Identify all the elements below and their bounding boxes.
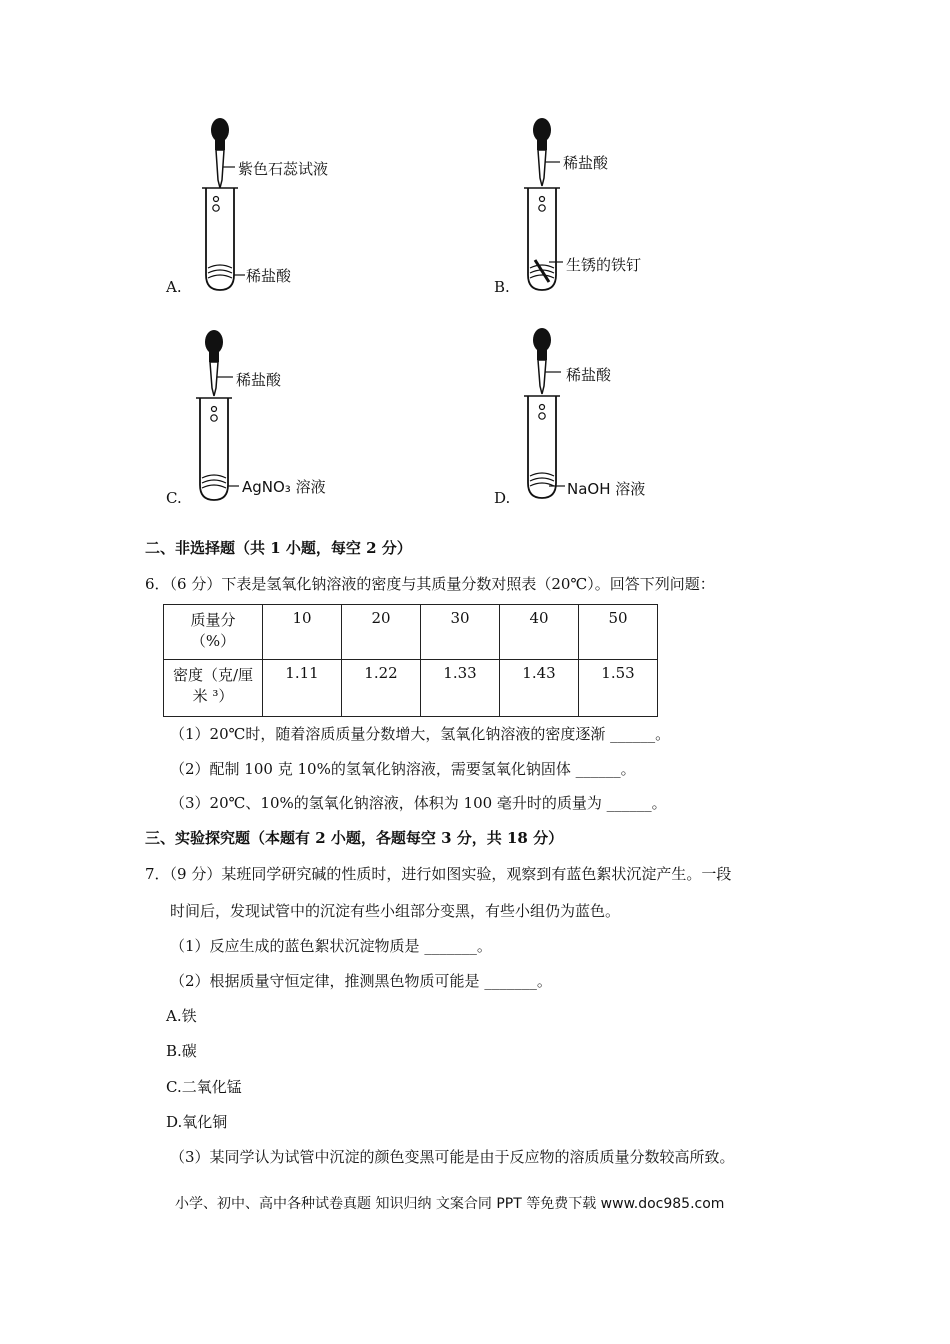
section-3-title: 三、实验探究题（本题有 2 小题，各题每空 3 分，共 18 分） bbox=[145, 829, 564, 847]
table-cell: 1.43 bbox=[500, 660, 579, 717]
table-cell: 40 bbox=[500, 605, 579, 660]
question-7-sub-3: （3）某同学认为试管中沉淀的颜色变黑可能是由于反应物的溶质质量分数较高所致。 bbox=[170, 1148, 735, 1166]
test-tube bbox=[524, 396, 560, 498]
figure-c-dropper-label: 稀盐酸 bbox=[236, 371, 282, 389]
table-row bbox=[164, 605, 658, 660]
question-7-sub-2: （2）根据质量守恒定律，推测黑色物质可能是 _______。 bbox=[170, 972, 552, 990]
table-cell: 1.33 bbox=[421, 660, 500, 717]
table-cell: 1.11 bbox=[263, 660, 342, 717]
figure-b-dropper-label: 稀盐酸 bbox=[563, 154, 609, 172]
question-6-sub-3: （3）20℃、10%的氢氧化钠溶液，体积为 100 毫升时的质量为 ______。 bbox=[170, 794, 667, 812]
figure-b-tube-label: 生锈的铁钉 bbox=[566, 256, 642, 274]
option-b-letter: B. bbox=[494, 278, 510, 296]
dropper bbox=[533, 118, 551, 186]
test-tube bbox=[196, 398, 232, 500]
dropper bbox=[533, 328, 551, 394]
question-6-stem: 6．（6 分）下表是氢氧化钠溶液的密度与其质量分数对照表（20℃）。回答下列问题： bbox=[145, 575, 715, 593]
table-cell: 10 bbox=[263, 605, 342, 660]
question-7-stem-line-2: 时间后，发现试管中的沉淀有些小组部分变黑，有些小组仍为蓝色。 bbox=[170, 902, 621, 920]
option-d-letter: D. bbox=[494, 489, 511, 507]
table-cell: 1.53 bbox=[579, 660, 658, 717]
header-text: 质量分 bbox=[190, 611, 236, 629]
table-cell: 50 bbox=[579, 605, 658, 660]
header-text: （%） bbox=[190, 632, 236, 650]
figure-a-dropper-label: 紫色石蕊试液 bbox=[238, 160, 329, 178]
question-6-sub-1: （1）20℃时，随着溶质质量分数增大，氢氧化钠溶液的密度逐渐 ______。 bbox=[170, 725, 671, 743]
question-7-option-d: D.氧化铜 bbox=[166, 1113, 228, 1131]
figure-d-dropper-label: 稀盐酸 bbox=[566, 366, 612, 384]
table-cell: 20 bbox=[342, 605, 421, 660]
table-row bbox=[164, 660, 658, 717]
row-header-density bbox=[164, 660, 263, 717]
section-2-title: 二、非选择题（共 1 小题，每空 2 分） bbox=[145, 539, 412, 557]
header-text: 密度（克/厘 bbox=[172, 666, 254, 684]
question-7-option-a: A.铁 bbox=[166, 1007, 197, 1025]
figure-c-tube-label: AgNO₃ 溶液 bbox=[242, 478, 326, 496]
table-cell: 30 bbox=[421, 605, 500, 660]
density-table bbox=[163, 604, 658, 717]
dropper bbox=[211, 118, 229, 188]
table-cell: 1.22 bbox=[342, 660, 421, 717]
question-7-stem-line-1: 7．（9 分）某班同学研究碱的性质时，进行如图实验，观察到有蓝色絮状沉淀产生。一段 bbox=[145, 865, 732, 883]
figure-d-tube-label: NaOH 溶液 bbox=[567, 480, 646, 498]
question-7-sub-1: （1）反应生成的蓝色絮状沉淀物质是 _______。 bbox=[170, 937, 492, 955]
question-7-option-c: C.二氧化锰 bbox=[166, 1078, 242, 1096]
test-tube bbox=[524, 188, 560, 290]
option-c-letter: C. bbox=[166, 489, 182, 507]
question-7-option-b: B.碳 bbox=[166, 1042, 197, 1060]
row-header-fraction bbox=[164, 605, 263, 660]
option-a-letter: A. bbox=[166, 278, 182, 296]
dropper bbox=[205, 330, 223, 396]
header-text: 米 ³） bbox=[192, 687, 234, 705]
figure-a-tube-label: 稀盐酸 bbox=[246, 267, 292, 285]
question-6-sub-2: （2）配制 100 克 10%的氢氧化钠溶液，需要氢氧化钠固体 ______。 bbox=[170, 760, 636, 778]
test-tube bbox=[202, 188, 238, 290]
page-footer: 小学、初中、高中各种试卷真题 知识归纳 文案合同 PPT 等免费下载 www.doc985.com bbox=[175, 1196, 725, 1212]
